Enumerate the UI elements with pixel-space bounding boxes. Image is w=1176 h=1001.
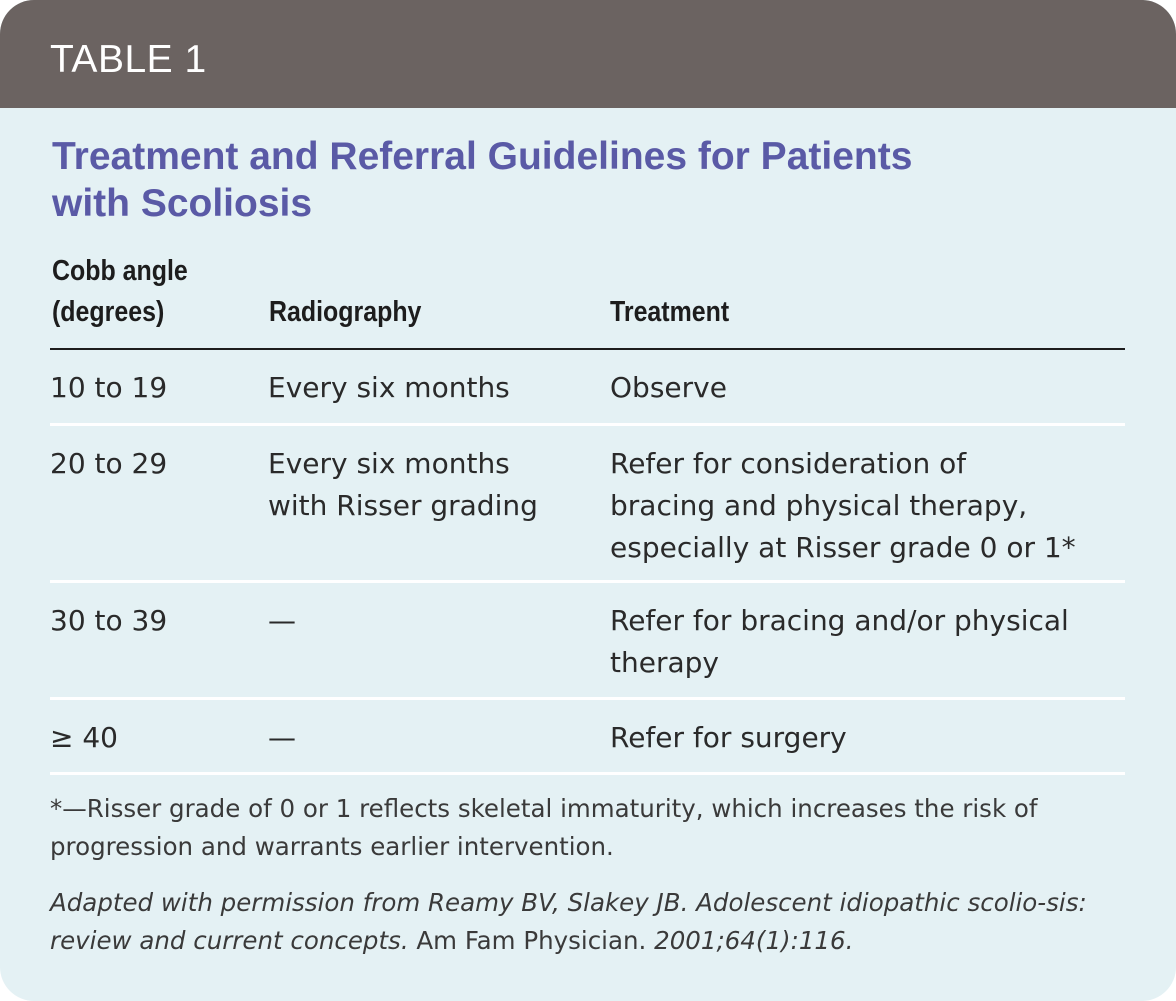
row-3-treatment [610, 600, 1069, 684]
column-header-cobb-line-2: (degrees) [52, 296, 165, 328]
row-divider [50, 772, 1125, 775]
row-3-radiography [268, 600, 296, 642]
row-2-treatment-line: especially at Risser grade 0 or 1* [610, 531, 1076, 564]
row-divider [50, 697, 1125, 700]
row-1-radiography [268, 367, 510, 409]
table-label: TABLE 1 [50, 38, 207, 81]
row-3-treatment-line: Refer for bracing and/or physical [610, 604, 1069, 637]
row-3-cobb: 30 to 39 [50, 604, 168, 637]
row-4-treatment-line: Refer for surgery [610, 721, 847, 754]
row-4-radiography-line: — [268, 721, 296, 754]
row-1-cobb: 10 to 19 [50, 371, 168, 404]
column-header-cobb-line-1: Cobb angle [52, 255, 188, 287]
row-4-treatment [610, 717, 847, 759]
row-1-treatment-line: Observe [610, 371, 727, 404]
row-2-radiography [268, 443, 538, 527]
source-volume: 2001;64(1):116. [654, 926, 854, 955]
row-2-treatment [610, 443, 1076, 569]
header-rule [50, 348, 1125, 350]
source-journal: Am Fam Physician. [408, 926, 655, 955]
row-4-radiography [268, 717, 296, 759]
table-title [52, 133, 1052, 227]
row-4-cobb: ≥ 40 [50, 721, 118, 754]
row-divider [50, 580, 1125, 583]
column-header-cobb-angle [52, 251, 188, 333]
table-header-bar [0, 0, 1176, 108]
table-source [50, 884, 1130, 960]
row-1-radiography-line: Every six months [268, 371, 510, 404]
row-3-radiography-line: — [268, 604, 296, 637]
row-2-cobb: 20 to 29 [50, 447, 168, 480]
row-2-radiography-line: with Risser grading [268, 489, 538, 522]
row-divider [50, 423, 1125, 426]
row-3-treatment-line: therapy [610, 646, 719, 679]
table-footnote: *—Risser grade of 0 or 1 reflects skeletal immaturity, which increases the risk of progression and warrants earlier intervention. [50, 794, 1038, 861]
table-title-line-1: Treatment and Referral Guidelines for Patients [52, 135, 913, 178]
source-citation-italic: Adapted with permission from Reamy BV, Slakey JB. Adolescent idiopathic scolio-sis: review and current concepts. [50, 888, 1087, 955]
row-1-treatment [610, 367, 727, 409]
row-2-treatment-line: Refer for consideration of [610, 447, 967, 480]
column-header-treatment: Treatment [610, 296, 730, 328]
table-title-line-2: with Scoliosis [52, 182, 313, 225]
column-header-radiography: Radiography [269, 296, 422, 328]
row-2-radiography-line: Every six months [268, 447, 510, 480]
row-2-treatment-line: bracing and physical therapy, [610, 489, 1028, 522]
